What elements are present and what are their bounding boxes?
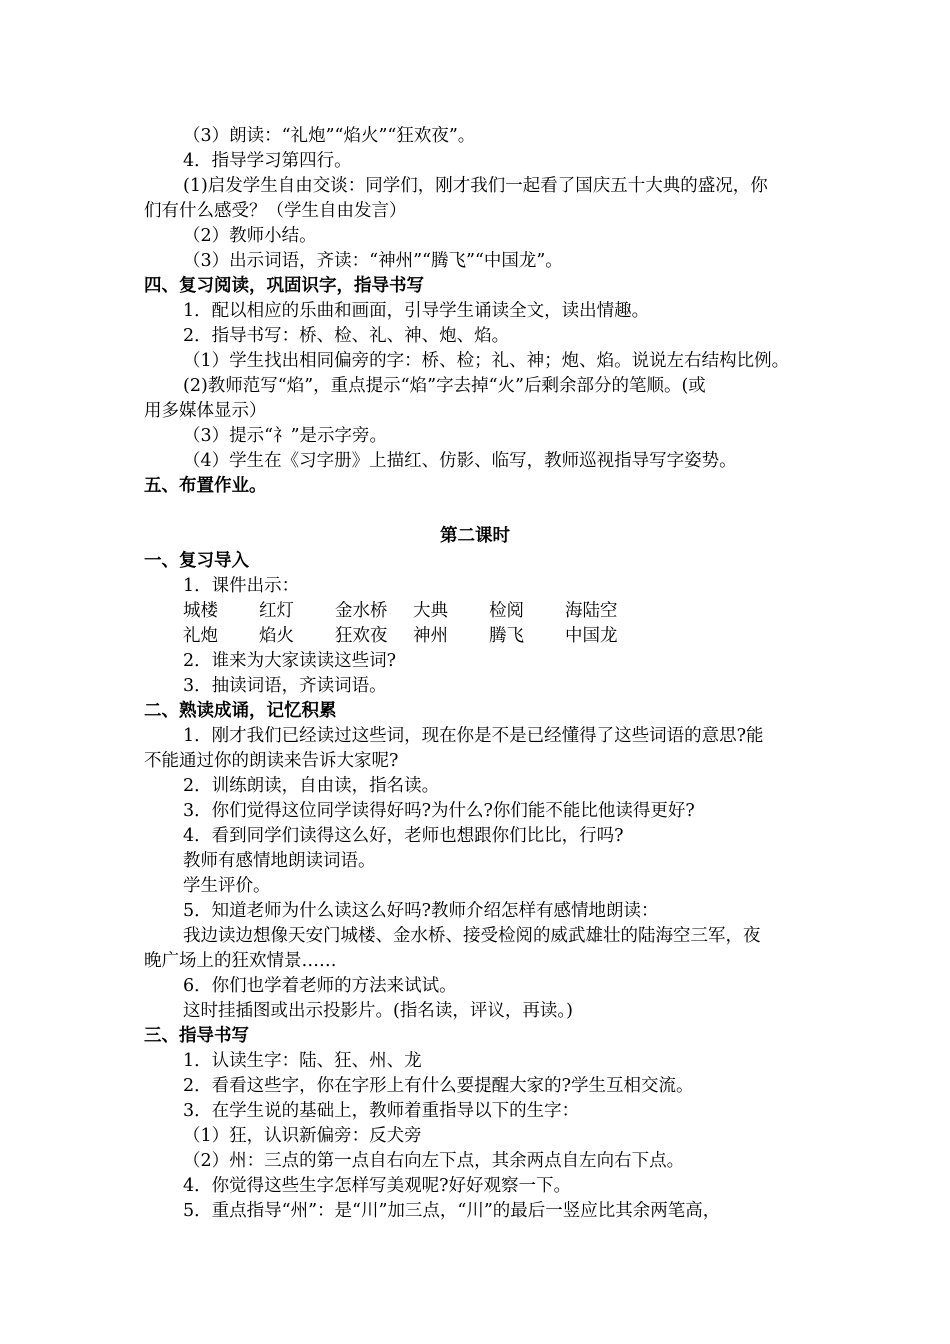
text-line: （3）提示“礻”是示字旁。 [183,426,388,446]
word-cell: 海陆空 [565,601,618,621]
text-line: 这时挂插图或出示投影片。(指名读，评议，再读。) [183,1001,573,1021]
word-cell: 神州 [413,626,448,646]
word-cell: 狂欢夜 [335,626,388,646]
text-line: 1．刚才我们已经读过这些词，现在你是不是已经懂得了这些词语的意思?能 [183,726,764,746]
text-line: 2．谁来为大家读读这些词? [183,651,397,671]
text-line: （4）学生在《习字册》上描红、仿影、临写，教师巡视指导写字姿势。 [183,451,737,471]
word-cell: 检阅 [489,601,524,621]
word-cell: 焰火 [259,626,294,646]
word-cell: 中国龙 [565,626,618,646]
text-line: (2)教师范写“焰”，重点提示“焰”字去掉“火”后剩余部分的笔顺。(或 [183,376,706,396]
text-line: 晚广场上的狂欢情景…… [144,951,337,971]
text-line: 1．课件出示： [183,576,300,596]
text-line: 4．看到同学们读得这么好，老师也想跟你们比比，行吗? [183,826,624,846]
text-line: （1）狂，认识新偏旁：反犬旁 [183,1126,422,1146]
section-heading: 二、熟读成诵，记忆积累 [144,701,337,721]
text-line: （3）出示词语，齐读：“神州”“腾飞”“中国龙”。 [183,251,563,271]
section-heading: 一、复习导入 [144,551,249,571]
text-line: （3）朗读：“礼炮”“焰火”“狂欢夜”。 [183,126,476,146]
text-line: 5．重点指导“州”：是“川”加三点，“川”的最后一竖应比其余两笔高， [183,1201,721,1221]
section-heading: 五、布置作业。 [144,476,267,496]
word-cell: 腾飞 [489,626,524,646]
text-line: 3．你们觉得这位同学读得好吗?为什么?你们能不能比他读得更好? [183,801,695,821]
text-line: 3．抽读词语，齐读词语。 [183,676,387,696]
word-cell: 礼炮 [183,626,218,646]
text-line: 2．训练朗读，自由读，指名读。 [183,776,440,796]
text-line: （2）教师小结。 [183,226,317,246]
word-cell: 大典 [413,601,448,621]
text-line: 2．指导书写：桥、检、礼、神、炮、焰。 [183,326,510,346]
word-cell: 金水桥 [335,601,388,621]
text-line: 我边读边想像天安门城楼、金水桥、接受检阅的威武雄壮的陆海空三军，夜 [183,926,761,946]
text-line: (1)启发学生自由交谈：同学们，刚才我们一起看了国庆五十大典的盛况，你 [183,176,768,196]
text-line: 学生评价。 [183,876,271,896]
text-line: 们有什么感受？（学生自由发言） [144,201,407,221]
page-subtitle: 第二课时 [440,526,510,546]
text-line: （1）学生找出相同偏旁的字：桥、检；礼、神；炮、焰。说说左右结构比例。 [183,351,790,371]
text-line: 1．配以相应的乐曲和画面，引导学生诵读全文，读出情趣。 [183,301,650,321]
text-line: 不能通过你的朗读来告诉大家呢? [144,751,399,771]
text-line: 2．看看这些字，你在字形上有什么要提醒大家的?学生互相交流。 [183,1076,694,1096]
text-line: 3．在学生说的基础上，教师着重指导以下的生字： [183,1101,580,1121]
text-line: 教师有感情地朗读词语。 [183,851,376,871]
text-line: 4．你觉得这些生字怎样写美观呢?好好观察一下。 [183,1176,572,1196]
word-cell: 城楼 [183,601,218,621]
section-heading: 三、指导书写 [144,1026,249,1046]
text-line: （2）州：三点的第一点自右向左下点，其余两点自左向右下点。 [183,1151,685,1171]
text-line: 用多媒体显示） [144,401,267,421]
word-cell: 红灯 [259,601,294,621]
text-line: 1．认读生字：陆、狂、州、龙 [183,1051,422,1071]
section-heading: 四、复习阅读，巩固识字，指导书写 [144,276,424,296]
text-line: 5．知道老师为什么读这么好吗?教师介绍怎样有感情地朗读： [183,901,659,921]
text-line: 6．你们也学着老师的方法来试试。 [183,976,457,996]
text-line: 4．指导学习第四行。 [183,151,352,171]
